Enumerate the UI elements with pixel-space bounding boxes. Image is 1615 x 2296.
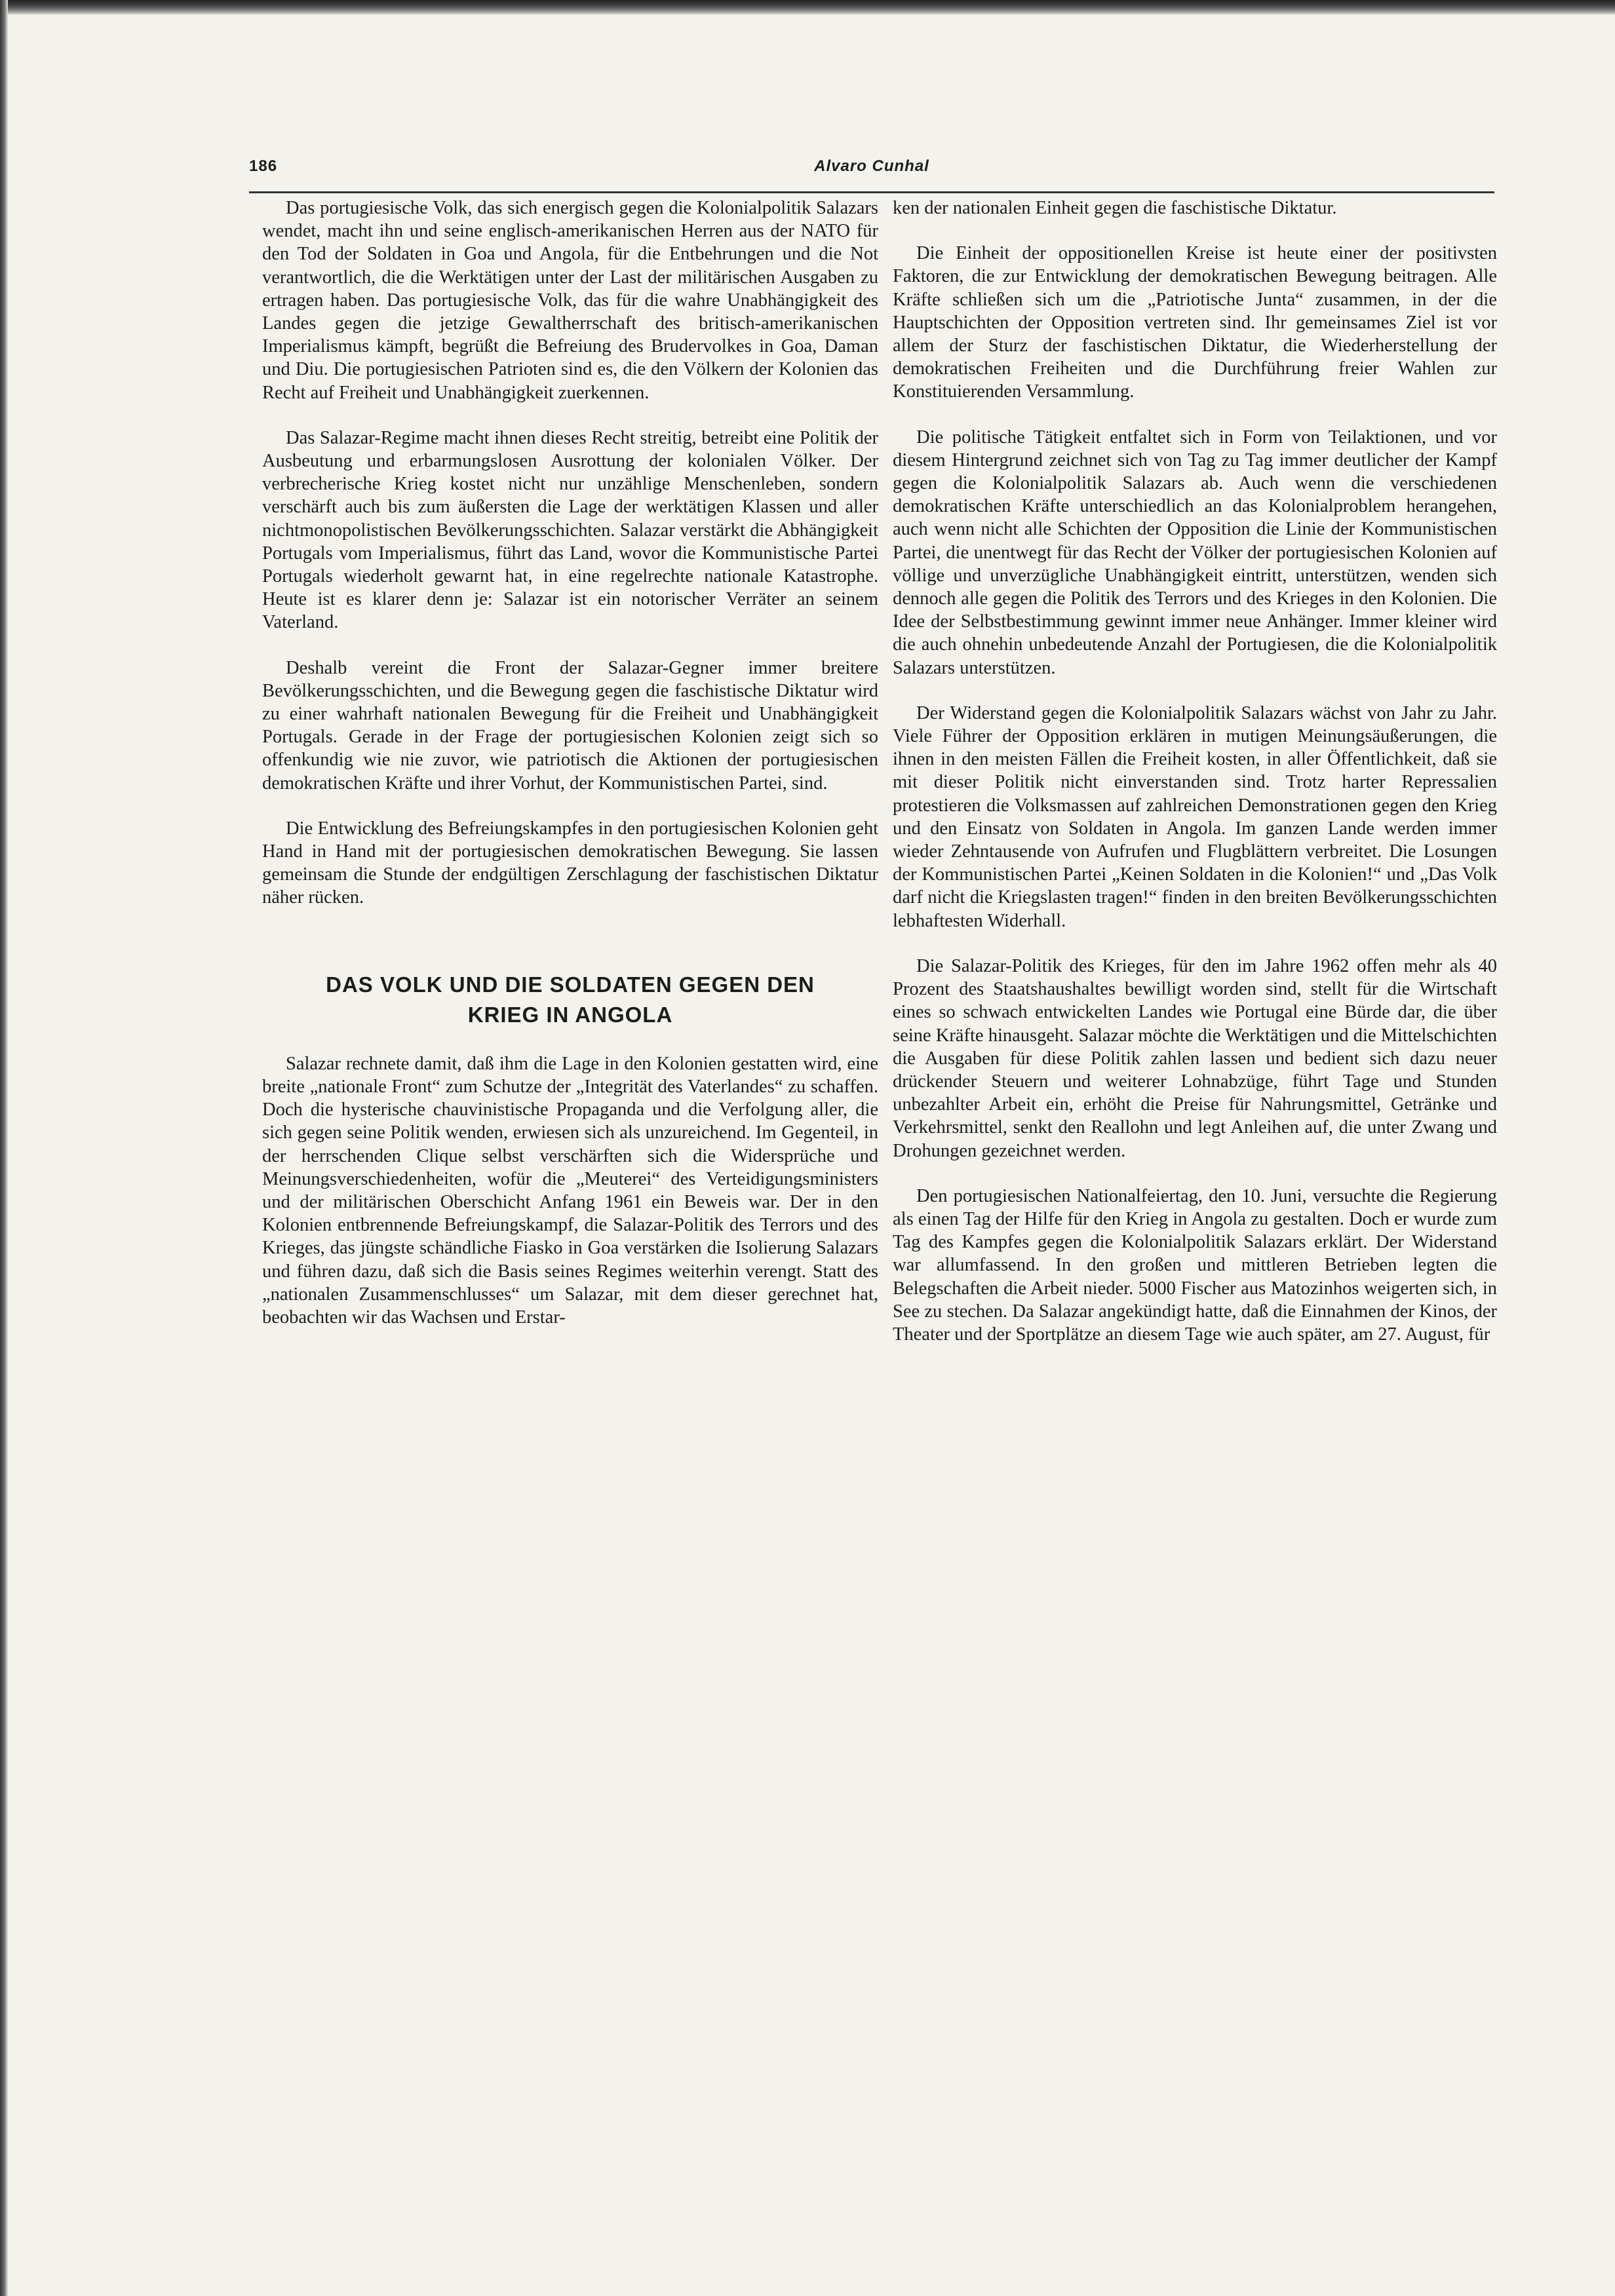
paragraph: Deshalb vereint die Front der Salazar-Gegner immer breitere Bevölkerungsschichten, und die Bewegung gegen die faschistische Diktatur wird zu einer wahrhaft nationalen Bewegung für die Freiheit und Unabhängigkeit Portugals. Gerade in der Frage der portugiesischen Kolonien zeigt sich so offenkundig wie nie zuvor, wie patriotisch die Aktionen der portugiesischen demokratischen Kräfte und ihrer Vorhut, der Kommunistischen Partei, sind. — [262, 657, 878, 794]
paragraph: Das portugiesische Volk, das sich energisch gegen die Kolonialpolitik Salazars wendet, macht ihn und seine englisch-amerikanischen Herren aus der NATO für den Tod der Soldaten in Goa und Angola, für die Entbehrungen und die Not verantwortlich, die die Werktätigen unter der Last der militärischen Ausgaben zu ertragen haben. Das portugiesische Volk, das für die wahre Unabhängigkeit des Landes gegen die jetzige Gewaltherrschaft des britisch-amerikanischen Imperialismus kämpft, begrüßt die Befreiung des Brudervolkes in Goa, Daman und Diu. Die portugiesischen Patrioten sind es, die den Völkern der Kolonien das Recht auf Freiheit und Unabhängigkeit zuerkennen. — [262, 198, 878, 403]
section-heading — [262, 970, 878, 1030]
paragraph-continuation: ken der nationalen Einheit gegen die faschistische Diktatur. — [893, 198, 1337, 218]
page-header — [249, 157, 1494, 187]
paragraph: Den portugiesischen Nationalfeiertag, den 10. Juni, versuchte die Regierung als einen Tag der Hilfe für den Krieg in Angola zu gestalten. Doch er wurde zum Tag des Kampfes gegen die Kolonialpolitik Salazars erklärt. Der Widerstand war allumfassend. In den großen und mittleren Betrieben legten die Belegschaften die Arbeit nieder. 5000 Fischer aus Matozinhos weigerten sich, in See zu stechen. Da Salazar angekündigt hatte, daß die Einnahmen der Kinos, der Theater und der Sportplätze an diesem Tage wie auch später, am 27. August, für — [893, 1185, 1497, 1345]
paragraph: Das Salazar-Regime macht ihnen dieses Recht streitig, betreibt eine Politik der Ausbeutung und erbarmungslosen Ausrottung der kolonialen Völker. Der verbrecherische Krieg kostet nicht nur unzählige Menschenleben, sondern verschärft auch bis zum äußersten die Lage der werktätigen Klassen und aller nichtmonopolistischen Bevölkerungsschichten. Salazar verstärkt die Abhängigkeit Portugals vom Imperialismus, führt das Land, wovor die Kommunistische Partei Portugals wiederholt gewarnt hat, in eine regelrechte nationale Katastrophe. Heute ist es klarer denn je: Salazar ist ein notorischer Verräter an seinem Vaterland. — [262, 427, 878, 633]
section-heading-line-2: KRIEG IN ANGOLA — [467, 1002, 673, 1027]
paragraph: Die Einheit der oppositionellen Kreise ist heute einer der positivsten Faktoren, die zur Entwicklung der demokratischen Bewegung beitragen. Alle Kräfte schließen sich um die „Patriotische Junta“ zusammen, in der die Hauptschichten der Opposition vertreten sind. Ihr gemeinsames Ziel ist vor allem der Sturz der faschistischen Diktatur, die Wiederherstellung der demokratischen Freiheiten und die Durchführung freier Wahlen zur Konstituierenden Versammlung. — [893, 243, 1497, 402]
paragraph: Die politische Tätigkeit entfaltet sich in Form von Teilaktionen, und vor diesem Hintergrund zeichnet sich von Tag zu Tag immer deutlicher der Kampf gegen die Kolonialpolitik Salazars ab. Auch wenn die verschiedenen demokratischen Kräfte unterschiedlich an das Kolonialproblem herangehen, auch wenn nicht alle Schichten der Opposition die Linie der Kommunistischen Partei, die unentwegt für das Recht der Völker der portugiesischen Kolonien auf völlige und unverzügliche Unabhängigkeit eintritt, unterstützen, wenden sich dennoch alle gegen die Politik des Terrors und des Krieges in den Kolonien. Die Idee der Selbstbestimmung gewinnt immer neue Anhänger. Immer kleiner wird die auch ohnehin unbedeutende Anzahl der Portugiesen, die die Kolonialpolitik Salazars unterstützen. — [893, 427, 1497, 678]
header-rule — [249, 191, 1494, 193]
section-heading-line-1: DAS VOLK UND DIE SOLDATEN GEGEN DEN — [326, 972, 815, 997]
paragraph: Die Salazar-Politik des Krieges, für den im Jahre 1962 offen mehr als 40 Prozent des Staatshaushaltes bewilligt worden sind, stellt für die Wirtschaft eines so schwach entwickelten Landes wie Portugal eine Bürde dar, die über seine Kräfte hinausgeht. Salazar möchte die Werktätigen und die Mittelschichten die Ausgaben für diese Politik zahlen lassen und bedient sich dazu neuer drückender Steuern und weiterer Lohnabzüge, führt Tage und Stunden unbezahlter Arbeit ein, erhöht die Preise für Nahrungsmittel, Getränke und Verkehrsmittel, senkt den Reallohn und legt Anleihen auf, die unter Zwang und Drohungen gezeichnet werden. — [893, 955, 1497, 1161]
paragraph: Der Widerstand gegen die Kolonialpolitik Salazars wächst von Jahr zu Jahr. Viele Führer der Opposition erklären in mutigen Meinungsäußerungen, die ihnen in den meisten Fällen die Freiheit kosten, in aller Öffentlichkeit, daß sie mit dieser Politik nicht einverstanden sind. Trotz harter Repressalien protestieren die Volksmassen auf zahlreichen Demonstrationen gegen den Krieg und den Einsatz von Soldaten in Angola. Im ganzen Lande werden immer wieder Zehntausende von Aufrufen und Flugblättern verbreitet. Die Losungen der Kommunistischen Partei „Keinen Soldaten in die Kolonien!“ und „Das Volk darf nicht die Kriegslasten tragen!“ finden in den breiten Bevölkerungsschichten lebhaftesten Widerhall. — [893, 702, 1497, 931]
paragraph: Die Entwicklung des Befreiungskampfes in den portugiesischen Kolonien geht Hand in Hand mit der portugiesischen demokratischen Bewegung. Sie lassen gemeinsam die Stunde der endgültigen Zerschlagung der faschistischen Diktatur näher rücken. — [262, 818, 878, 908]
scan-left-edge — [0, 0, 8, 2296]
right-column — [893, 197, 1497, 1346]
page-number: 186 — [249, 157, 278, 175]
running-head: Alvaro Cunhal — [814, 157, 929, 175]
left-column — [262, 197, 878, 1329]
paragraph: Salazar rechnete damit, daß ihm die Lage in den Kolonien gestatten wird, eine breite „nationale Front“ zum Schutze der „Integrität des Vaterlandes“ zu schaffen. Doch die hysterische chauvinistische Propaganda und die Verfolgung aller, die sich gegen seine Politik wenden, erwiesen sich als unzureichend. Im Gegenteil, in der herrschenden Clique selbst verschärften sich die Widersprüche und Meinungsverschiedenheiten, wofür die „Meuterei“ des Verteidigungsministers und der militärischen Oberschicht Anfang 1961 ein Beweis war. Der in den Kolonien entbrennende Befreiungskampf, die Salazar-Politik des Terrors und des Krieges, das jüngste schändliche Fiasko in Goa verstärken die Isolierung Salazars und führen dazu, daß sich die Basis seines Regimes weiterhin verengt. Statt des „nationalen Zusammenschlusses“ um Salazar, mit dem dieser gerechnet hat, beobachten wir das Wachsen und Erstar- — [262, 1053, 878, 1328]
scan-top-border — [0, 0, 1615, 14]
